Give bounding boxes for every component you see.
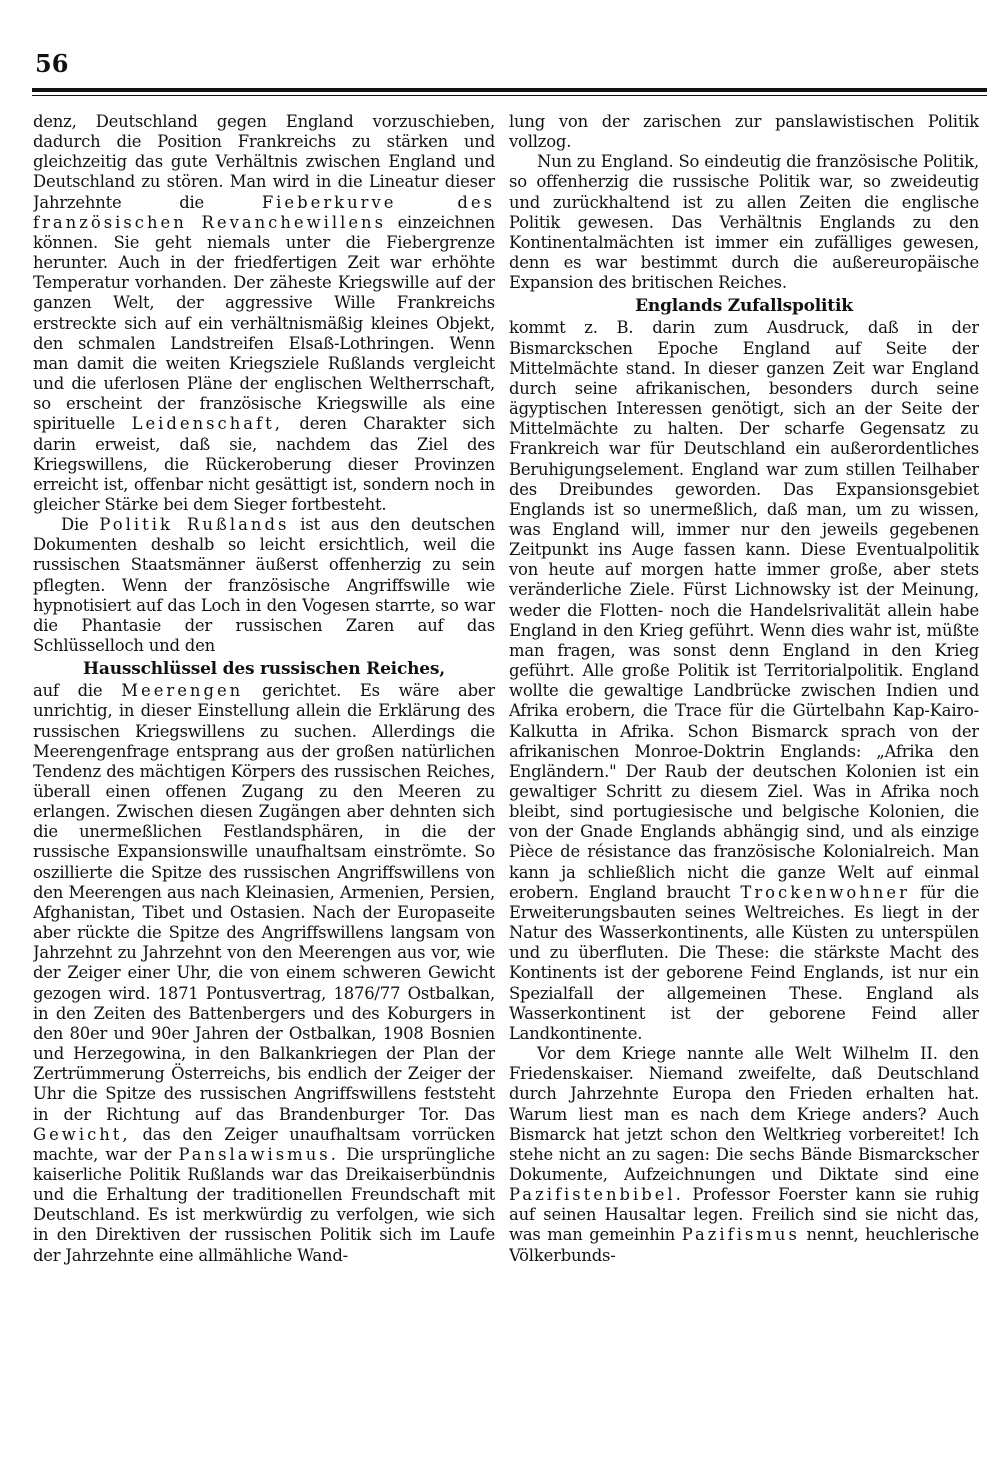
left-column <box>33 112 495 1450</box>
text-run: deren Charakter sich darin erweist, daß sie, nachdem das Ziel des Kriegswillens, die Rückeroberung dieser Provinzen erreicht ist, offenbar nicht gesättigt ist, sondern noch in gleicher Stärke bei dem Sieger fortbesteht. <box>33 414 495 514</box>
emphasis-text: Politik Rußlands <box>99 515 290 535</box>
emphasis-text: Leidenschaft, <box>131 414 283 434</box>
left-paragraph-1 <box>33 112 495 515</box>
page-number: 56 <box>35 49 69 78</box>
text-run: das den Zeiger unaufhaltsam vorrücken machte, war der <box>33 1124 495 1164</box>
left-paragraph-3 <box>33 681 495 1266</box>
text-run: das französische Kolonialreich. Man kann ja schließlich nicht die ganze Welt auf einmal erobern. England braucht <box>509 842 979 902</box>
text-run: einzeichnen können. Sie geht niemals unter die Fiebergrenze herunter. Auch in der friedfertigen Zeit war erhöhte Temperatur vorhanden. Der zäheste Kriegswille auf der ganzen Welt, der aggressive Wille Frankreichs erstreckte sich auf ein verhältnismäßig kleines Objekt, den schmalen Landstreifen Elsaß-Lothringen. Wenn man damit die weiten Kriegsziele Rußlands vergleicht und die uferlosen Pläne der englischen Weltherrschaft, so erscheint der französische Kriegswille als eine spirituelle <box>33 212 495 434</box>
text-run: Die <box>61 515 89 535</box>
section-heading-russia: Hausschlüssel des russischen Reiches, <box>83 659 445 680</box>
emphasis-text: Pazifismus <box>681 1225 800 1245</box>
right-column <box>509 112 979 1450</box>
section-heading-england: Englands Zufallspolitik <box>635 296 853 317</box>
text-run: auf die <box>33 681 103 701</box>
right-paragraph-4 <box>509 1044 979 1266</box>
header-rule <box>32 88 987 92</box>
emphasis-text: Trockenwohner <box>740 882 910 902</box>
text-run: gerichtet. Es wäre aber unrichtig, in dieser Einstellung allein die Erklärung des russischen Kriegswillens zu suchen. Allerdings die Meerengenfrage entsprang aus der großen natürlichen Tendenz des mächtigen Körpers des russischen Reiches, überall einen offenen Zugang zu den Meeren zu erlangen. Zwischen diesen Zugängen aber dehnten sich die unermeßlichen Festlandsphären, in die der russische Expansionswille unaufhaltsam einströmte. So oszillierte die Spitze des russischen Angriffswillens von den Meerengen aus nach Kleinasien, Armenien, Persien, Afghanistan, Tibet und Ostasien. Nach der Europaseite aber rückte die Spitze des Angriffswillens langsam von Jahrzehnt zu Jahrzehnt von den Meerengen aus vor, wie der Zeiger einer Uhr, die von einem schweren Gewicht gezogen wird. 1871 Pontusvertrag, 1876/77 Ostbalkan, in den Zeiten des Battenbergers und des Koburgers in den 80er und 90er Jahren der Ostbalkan, 1908 Bosnien und Herzegowina, in den Balkankriegen der Plan der Zertrümmerung Österreichs, bis endlich der Zeiger der Uhr die Spitze des russischen Angriffswillens feststeht in der Richtung auf das Brandenburger Tor. Das <box>33 681 495 1124</box>
text-run: Die ursprüngliche kaiserliche Politik Rußlands war das Dreikaiserbündnis und die Erhaltung der traditionellen Freundschaft mit Deutschland. Es ist merkwürdig zu verfolgen, wie sich in den Direktiven der russischen Politik sich im Laufe der Jahrzehnte eine allmähliche Wand- <box>33 1144 495 1265</box>
right-paragraph-2 <box>509 152 979 293</box>
text-run: Vor dem Kriege nannte alle Welt Wilhelm II. den Friedenskaiser. Niemand zweifelte, daß Deutschland durch Jahrzehnte Europa den Frieden erhalten hat. Warum liest man es nach dem Kriege anders? Auch Bismarck hat jetzt schon den Weltkrieg vorbereitet! Ich stehe nicht an zu sagen: Die sechs Bände Bismarckscher Dokumente, Aufzeichnungen und Diktate sind eine <box>509 1044 979 1184</box>
emphasis-text: Pazifistenbibel. <box>509 1185 684 1205</box>
emphasis-text: Meerengen <box>121 681 244 701</box>
text-run: Professor Foerster kann sie ruhig auf seinen Hausaltar legen. Freilich sind sie nicht das, was man gemeinhin <box>509 1185 979 1245</box>
text-run: Nun zu England. So eindeutig die französische Politik, so offenherzig die russische Politik war, so zweideutig und zurückhaltend ist zu allen Zeiten die englische Politik gewesen. Das Verhältnis Englands zu den Kontinentalmächten ist immer ein zufälliges gewesen, denn es war bestimmt durch die außereuropäische Expansion des britischen Reiches. <box>509 152 979 293</box>
emphasis-text: Gewicht, <box>33 1124 131 1144</box>
emphasis-text: Panslawismus. <box>178 1144 339 1164</box>
header-rule-thin <box>32 95 987 96</box>
latin-text: Pièce de résistance <box>509 842 671 862</box>
text-run: nennt, heuchlerische Völkerbunds- <box>509 1225 979 1265</box>
right-paragraph-3 <box>509 318 979 1044</box>
text-run: ist aus den deutschen Dokumenten deshalb so leicht ersichtlich, weil die russischen Staatsmänner äußerst offenherzig zu sein pflegten. Wenn der französische Angriffswille wie hypnotisiert auf das Loch in den Vogesen starrte, so war die Phantasie der russischen Zaren auf das Schlüsselloch und den <box>33 515 495 656</box>
left-paragraph-2 <box>33 515 495 656</box>
right-paragraph-1 <box>509 112 979 152</box>
text-run: kommt z. B. darin zum Ausdruck, daß in der Bismarckschen Epoche England auf Seite der Mittelmächte stand. In dieser ganzen Zeit war England durch seine afrikanischen, besonders durch seine ägyptischen Interessen genötigt, sich an der Seite der Mittelmächte zu halten. Der scharfe Gegensatz zu Frankreich war für Deutschland ein außerordentliches Beruhigungselement. England war zum stillen Teilhaber des Dreibundes geworden. Das Expansionsgebiet Englands ist so unermeßlich, daß man, um zu wissen, was England will, immer nur den jeweils gegebenen Zeitpunkt ins Auge fassen kann. Diese Eventualpolitik von heute auf morgen hatte immer große, aber stets veränderliche Ziele. Fürst Lichnowsky ist der Meinung, weder die Flotten- noch die Handelsrivalität allein habe England in den Krieg geführt. Wenn dies wahr ist, müßte man fragen, was sonst denn England in den Krieg geführt. Alle große Politik ist Territorialpolitik. England wollte die gewaltige Landbrücke zwischen Indien und Afrika erobern, die Trace für die Gürtelbahn Kap-Kairo-Kalkutta in Afrika. Schon Bismarck sprach von der afrikanischen Monroe-Doktrin Englands: „Afrika den Engländern." Der Raub der deutschen Kolonien ist ein gewaltiger Schritt zu diesem Ziel. Was in Afrika noch bleibt, sind portugiesische und belgische Kolonien, die von der Gnade Englands abhängig sind, und als einzige <box>509 318 979 842</box>
text-run: lung von der zarischen zur panslawistischen Politik vollzog. <box>509 112 979 152</box>
text-run: für die Erweiterungsbauten seines Weltreiches. Es liegt in der Natur des Wasserkontinents, alle Küsten zu unterspülen und zu überfluten. Die These: die stärkste Macht des Kontinents ist der geborene Feind Englands, ist nur ein Spezialfall der allgemeinen These. England als Wasserkontinent ist der geborene Feind aller Landkontinente. <box>509 882 979 1043</box>
emphasis-text: Fieberkurve des französischen Revanchewillens <box>33 192 495 232</box>
text-run: denz, Deutschland gegen England vorzuschieben, dadurch die Position Frankreichs zu stärken und gleichzeitig das gute Verhältnis zwischen England und Deutschland zu stören. Man wird in die Lineatur dieser Jahrzehnte die <box>33 112 495 212</box>
